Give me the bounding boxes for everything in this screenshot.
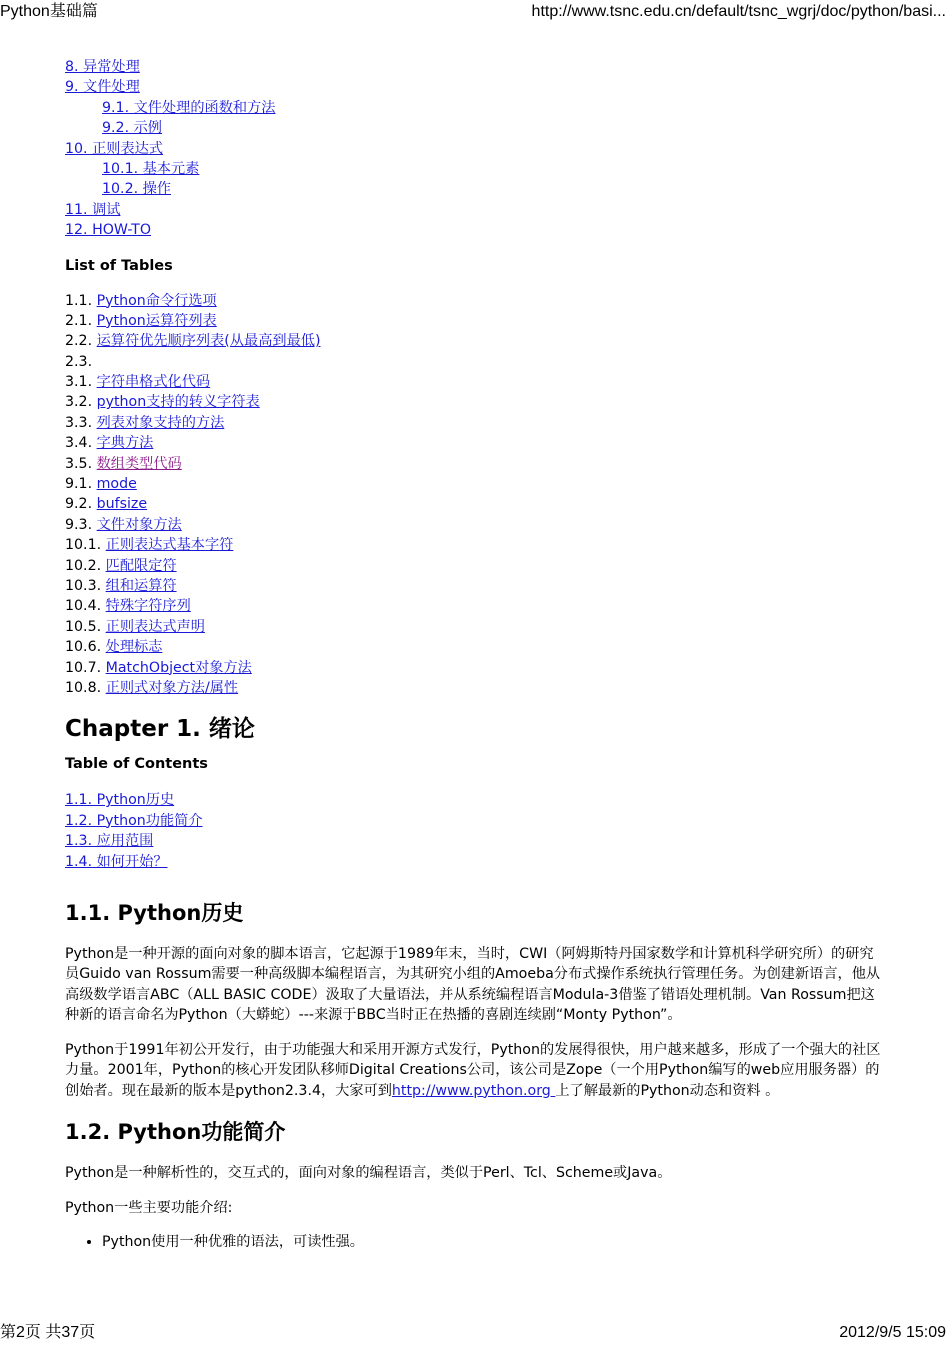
chapter-toc-list [65, 790, 885, 872]
table-number: 10.3. [65, 577, 102, 594]
table-list-item [65, 576, 885, 596]
table-link[interactable]: MatchObject对象方法 [105, 659, 252, 676]
toc-item [65, 179, 885, 199]
table-list-item [65, 311, 885, 331]
toc-item [65, 57, 885, 77]
chapter-toc-item [65, 831, 885, 851]
table-number: 9.1. [65, 476, 93, 493]
chapter-toc-link[interactable]: 1.1. Python历史 [65, 792, 175, 809]
print-header-title: Python基础篇 [0, 3, 98, 20]
chapter-toc-item [65, 790, 885, 810]
table-number: 2.1. [65, 312, 93, 329]
print-footer-page: 第2页 共37页 [0, 1324, 96, 1341]
table-list-item [65, 433, 885, 453]
chapter-toc-link[interactable]: 1.3. 应用范围 [65, 833, 154, 850]
table-list-item [65, 494, 885, 514]
table-link[interactable]: 正则表达式基本字符 [105, 537, 234, 554]
chapter-toc-item [65, 811, 885, 831]
section-1-2-para-2: Python一些主要功能介绍: [65, 1199, 233, 1216]
table-link[interactable]: 正则表达式声明 [105, 618, 205, 635]
table-link[interactable]: mode [96, 476, 137, 493]
section-1-2-title: 1.2. Python功能简介 [65, 1120, 286, 1145]
table-link[interactable]: 匹配限定符 [105, 557, 177, 574]
chapter-toc-link[interactable]: 1.2. Python功能简介 [65, 812, 203, 829]
toc-link[interactable]: 9. 文件处理 [65, 79, 140, 96]
table-number: 10.7. [65, 659, 102, 676]
table-list-item [65, 658, 885, 678]
table-number: 3.3. [65, 414, 93, 431]
table-list-item [65, 331, 885, 351]
feature-bullet: • Python使用一种优雅的语法，可读性强。 [102, 1232, 885, 1253]
table-number: 2.2. [65, 333, 93, 350]
table-link[interactable]: 数组类型代码 [96, 455, 182, 472]
python-org-link[interactable]: http://www.python.org [391, 1082, 556, 1099]
table-number: 9.2. [65, 496, 93, 513]
toc-link[interactable]: 10.1. 基本元素 [102, 160, 200, 177]
toc-link[interactable]: 9.1. 文件处理的函数和方法 [102, 99, 276, 116]
table-number: 3.4. [65, 435, 93, 452]
table-list-item [65, 515, 885, 535]
table-number: 10.5. [65, 618, 102, 635]
document-body [65, 57, 885, 1253]
chapter-toc-link[interactable]: 1.4. 如何开始？ [65, 853, 168, 870]
table-list-item [65, 291, 885, 311]
table-list-item [65, 556, 885, 576]
table-link[interactable]: 正则式对象方法/属性 [105, 679, 239, 696]
table-list-item [65, 596, 885, 616]
table-link[interactable]: 字典方法 [96, 435, 154, 452]
table-link[interactable]: 运算符优先顺序列表(从最高到最低) [96, 333, 321, 350]
table-list-item [65, 535, 885, 555]
table-link[interactable]: 文件对象方法 [96, 516, 182, 533]
table-number: 10.2. [65, 557, 102, 574]
table-number: 10.8. [65, 679, 102, 696]
table-number: 3.1. [65, 374, 93, 391]
table-number: 2.3. [65, 353, 93, 370]
section-1-1-title: 1.1. Python历史 [65, 900, 244, 925]
table-link[interactable]: 组和运算符 [105, 577, 177, 594]
table-list-item [65, 352, 885, 372]
table-number: 10.1. [65, 537, 102, 554]
table-number: 10.6. [65, 639, 102, 656]
print-header-url: http://www.tsnc.edu.cn/default/tsnc_wgrj/doc/python/basi... [531, 3, 946, 20]
list-of-tables-heading: List of Tables [65, 257, 173, 274]
list-of-tables [65, 291, 885, 699]
table-number: 1.1. [65, 292, 93, 309]
toc-link[interactable]: 9.2. 示例 [102, 120, 162, 137]
toc-link[interactable]: 10. 正则表达式 [65, 140, 164, 157]
toc-item [65, 200, 885, 220]
table-list-item [65, 678, 885, 698]
toc-item [65, 118, 885, 138]
table-number: 3.2. [65, 394, 93, 411]
table-number: 9.3. [65, 516, 93, 533]
table-link[interactable]: 特殊字符序列 [105, 598, 191, 615]
table-list-item [65, 637, 885, 657]
chapter-toc-heading: Table of Contents [65, 756, 208, 773]
toc-top-list [65, 57, 885, 241]
table-list-item [65, 617, 885, 637]
chapter-toc-item [65, 852, 885, 872]
toc-link[interactable]: 10.2. 操作 [102, 181, 171, 198]
toc-item [65, 220, 885, 240]
table-list-item [65, 454, 885, 474]
table-number: 10.4. [65, 598, 102, 615]
table-list-item [65, 372, 885, 392]
table-list-item [65, 392, 885, 412]
table-list-item [65, 413, 885, 433]
toc-item [65, 139, 885, 159]
chapter-title: Chapter 1. 绪论 [65, 716, 255, 743]
print-footer-datetime: 2012/9/5 15:09 [839, 1324, 946, 1341]
table-number: 3.5. [65, 455, 93, 472]
table-list-item [65, 474, 885, 494]
section-1-2-para-1: Python是一种解析性的，交互式的，面向对象的编程语言，类似于Perl、Tcl、Scheme或Java。 [65, 1165, 672, 1182]
toc-item [65, 98, 885, 118]
table-link[interactable]: 字符串格式化代码 [96, 374, 211, 391]
table-link[interactable]: 处理标志 [105, 639, 163, 656]
para-2-text-before: Python于1991年初公开发行，由于功能强大和采用开源方式发行，Python的发展得很快，用户越来越多，形成了一个强大的社区力量。2001年，Python的核心开发团队移师Digital Creations公司，该公司是Zope（一个用Python编写的web应用服务器）的创始者。现在最新的版本是python2.3.4，大家可到 [65, 1041, 881, 1099]
toc-link[interactable]: 8. 异常处理 [65, 59, 140, 75]
table-link[interactable]: Python运算符列表 [96, 312, 217, 329]
toc-link[interactable]: 12. HOW-TO [65, 222, 152, 239]
para-2-text-after: 上了解最新的Python动态和资料 。 [555, 1082, 780, 1099]
toc-link[interactable]: 11. 调试 [65, 201, 121, 218]
table-link[interactable]: Python命令行选项 [96, 292, 217, 309]
section-1-1-para-1: Python是一种开源的面向对象的脚本语言，它起源于1989年末，当时，CWI（阿姆斯特丹国家数学和计算机科学研究所）的研究员Guido van Rossum需要一种高级脚本编程语言，为其研究小组的Amoeba分布式操作系统执行管理任务。为创建新语言，他从高级数学语言ABC（ALL BASIC CODE）汲取了大量语法，并从系统编程语言Modula-3借鉴了错语处理机制。Van Rossum把这种新的语言命名为Python（大蟒蛇）---来源于BBC当时正在热播的喜剧连续剧“Monty Python”。 [65, 945, 881, 1024]
toc-item [65, 159, 885, 179]
table-link[interactable]: 列表对象支持的方法 [96, 414, 225, 431]
table-link[interactable]: bufsize [96, 496, 148, 513]
toc-item [65, 77, 885, 97]
table-link[interactable]: python支持的转义字符表 [96, 394, 260, 411]
section-1-1-para-2 [65, 1040, 885, 1102]
feature-bullet-list [65, 1232, 885, 1253]
